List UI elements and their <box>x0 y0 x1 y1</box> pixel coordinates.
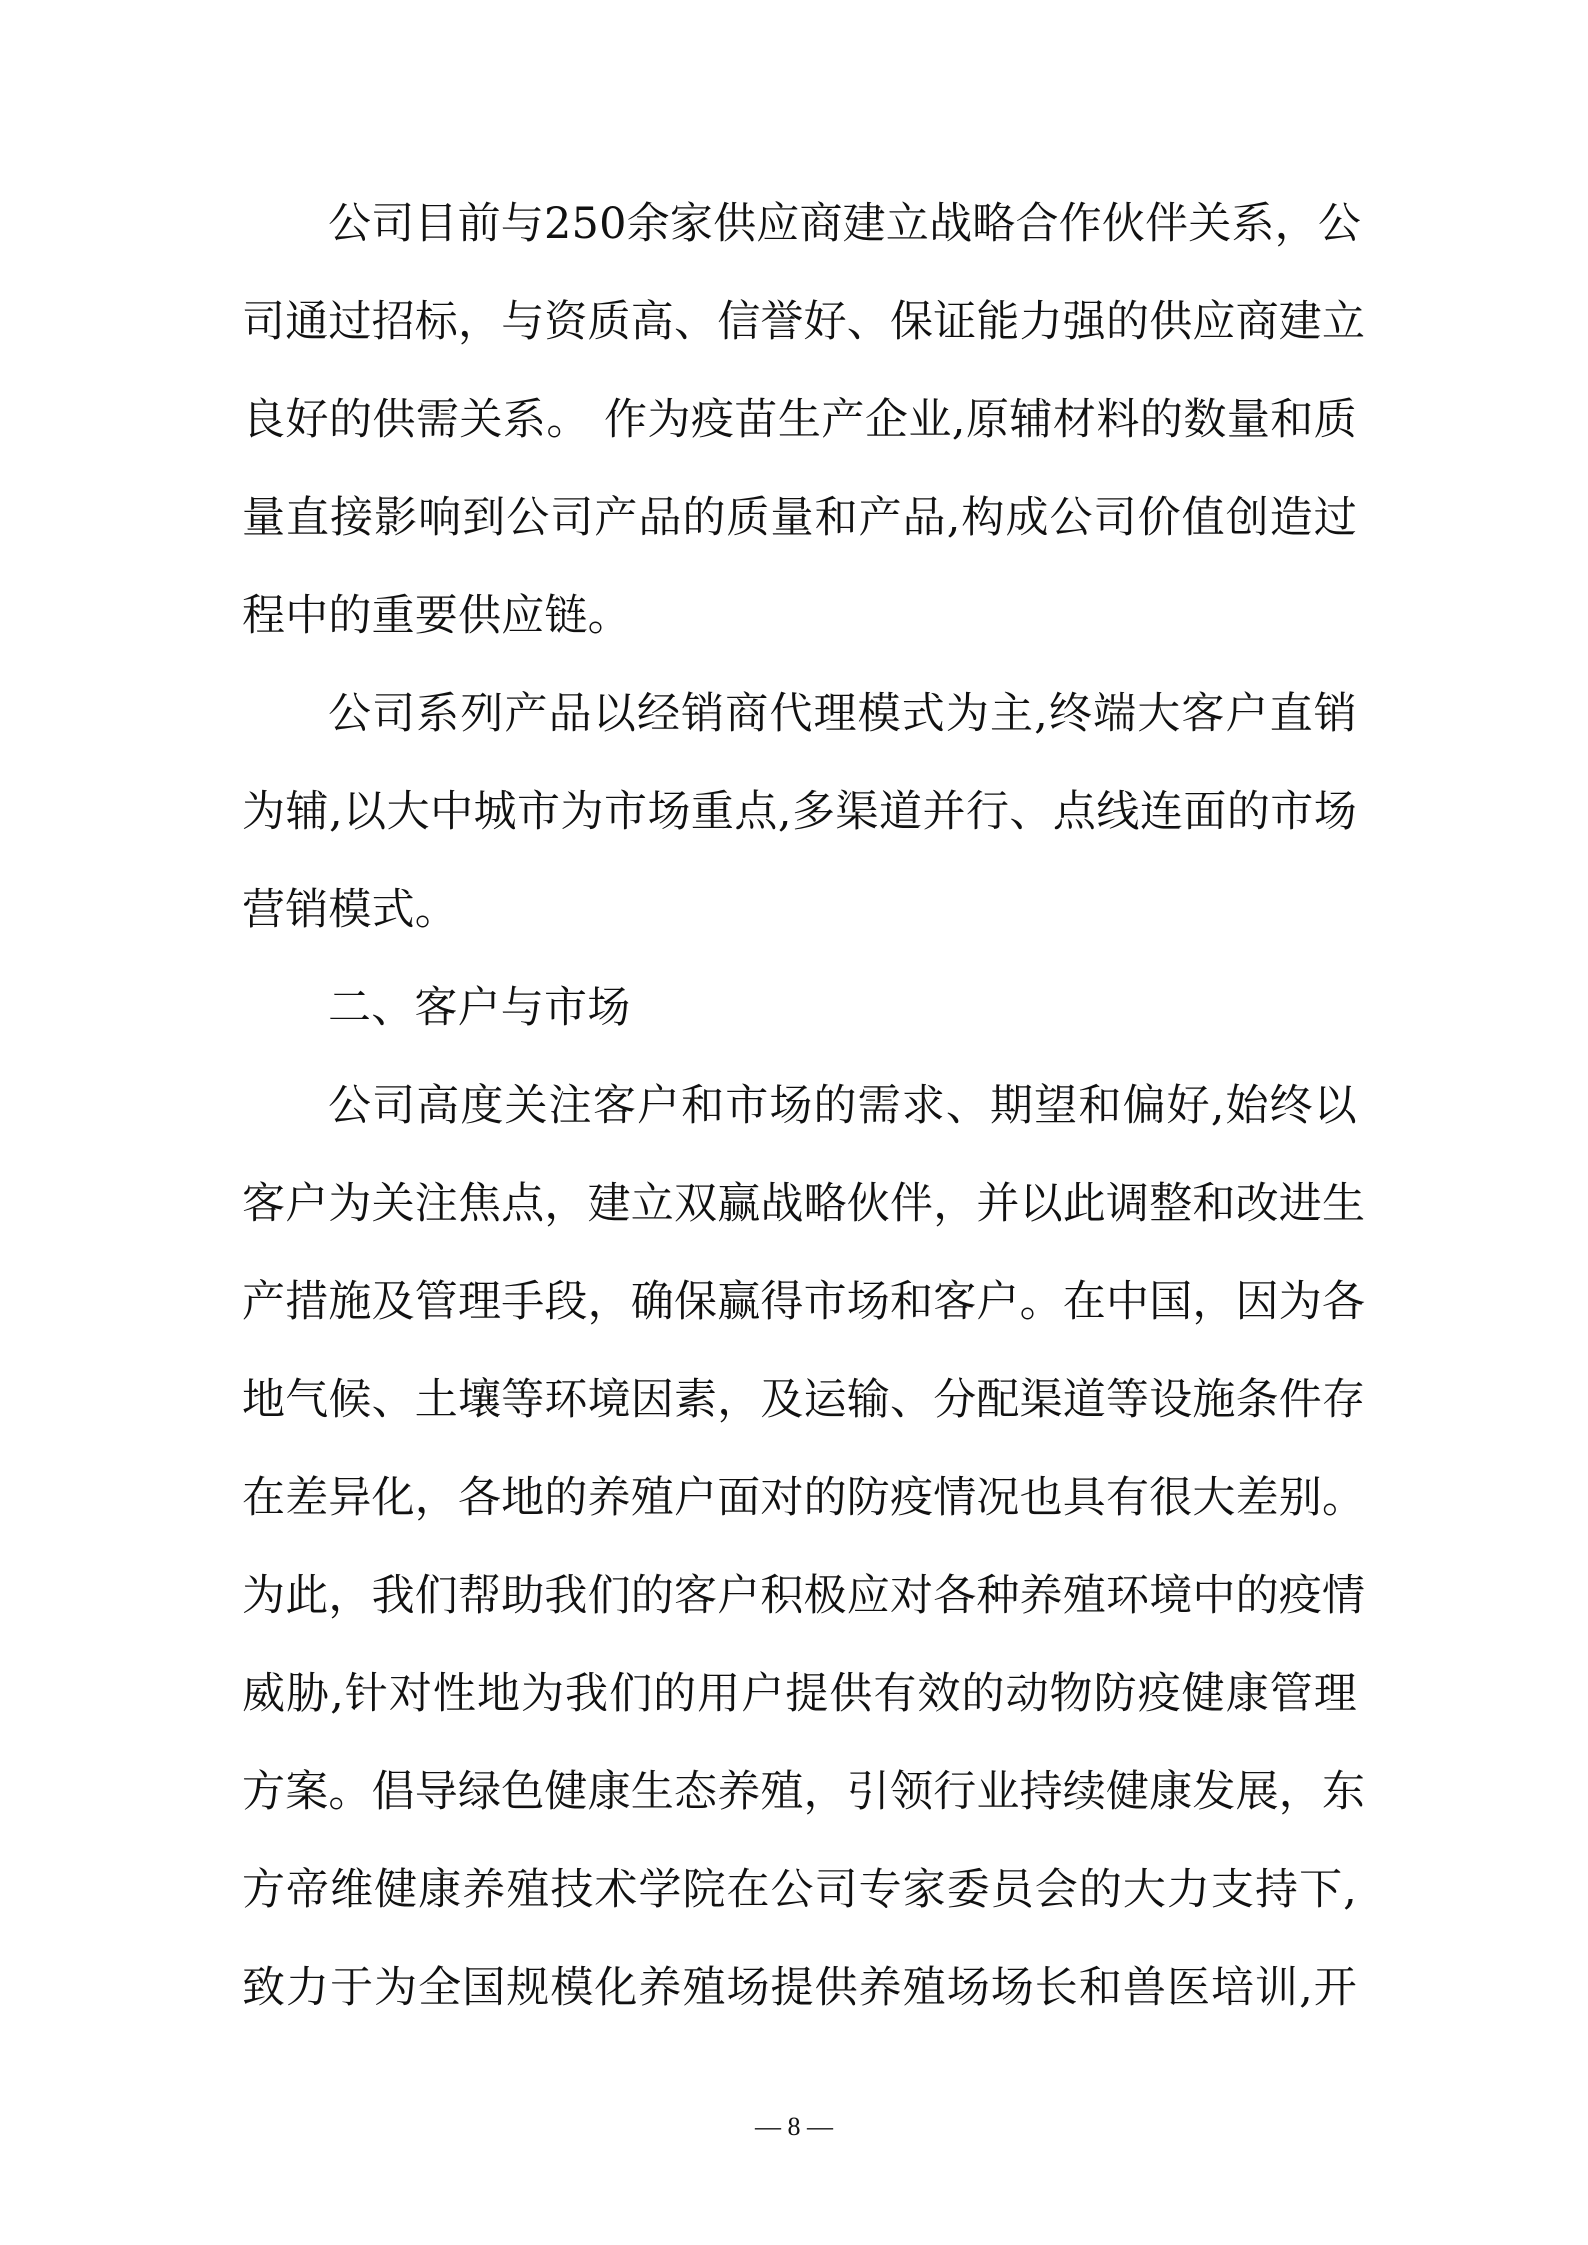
paragraph-2-line-2: 为辅,以大中城市为市场重点,多渠道并行、点线连面的市场 <box>242 787 1357 837</box>
paragraph-1-line-3: 良好的供需关系。 作为疫苗生产企业,原辅材料的数量和质 <box>242 395 1357 445</box>
paragraph-1-line-4: 量直接影响到公司产品的质量和产品,构成公司价值创造过 <box>242 493 1357 543</box>
paragraph-3-line-1: 公司高度关注客户和市场的需求、期望和偏好,始终以 <box>328 1081 1357 1131</box>
paragraph-3-line-3: 产措施及管理手段，确保赢得市场和客户。在中国，因为各 <box>242 1277 1366 1327</box>
paragraph-3-line-5: 在差异化，各地的养殖户面对的防疫情况也具有很大差别。 <box>242 1473 1366 1523</box>
paragraph-1-line-1: 公司目前与250余家供应商建立战略合作伙伴关系，公 <box>328 199 1362 249</box>
paragraph-3-line-7: 威胁,针对性地为我们的用户提供有效的动物防疫健康管理 <box>242 1669 1357 1719</box>
paragraph-3-line-8: 方案。倡导绿色健康生态养殖，引领行业持续健康发展，东 <box>242 1767 1366 1817</box>
paragraph-1-line-2: 司通过招标，与资质高、信誉好、保证能力强的供应商建立 <box>242 297 1366 347</box>
paragraph-3-line-4: 地气候、土壤等环境因素，及运输、分配渠道等设施条件存 <box>242 1375 1366 1425</box>
paragraph-2-line-1: 公司系列产品以经销商代理模式为主,终端大客户直销 <box>328 689 1357 739</box>
paragraph-2-line-3: 营销模式。 <box>242 885 458 935</box>
page-number: — 8 — <box>755 2112 833 2141</box>
paragraph-3-line-10: 致力于为全国规模化养殖场提供养殖场场长和兽医培训,开 <box>242 1963 1357 2013</box>
paragraph-3-line-6: 为此，我们帮助我们的客户积极应对各种养殖环境中的疫情 <box>242 1571 1366 1621</box>
section-heading: 二、客户与市场 <box>328 983 631 1033</box>
paragraph-1-line-5: 程中的重要供应链。 <box>242 591 631 641</box>
document-body <box>242 175 1366 2037</box>
paragraph-3-line-2: 客户为关注焦点，建立双赢战略伙伴，并以此调整和改进生 <box>242 1179 1366 1229</box>
paragraph-3-line-9: 方帝维健康养殖技术学院在公司专家委员会的大力支持下, <box>242 1865 1357 1915</box>
